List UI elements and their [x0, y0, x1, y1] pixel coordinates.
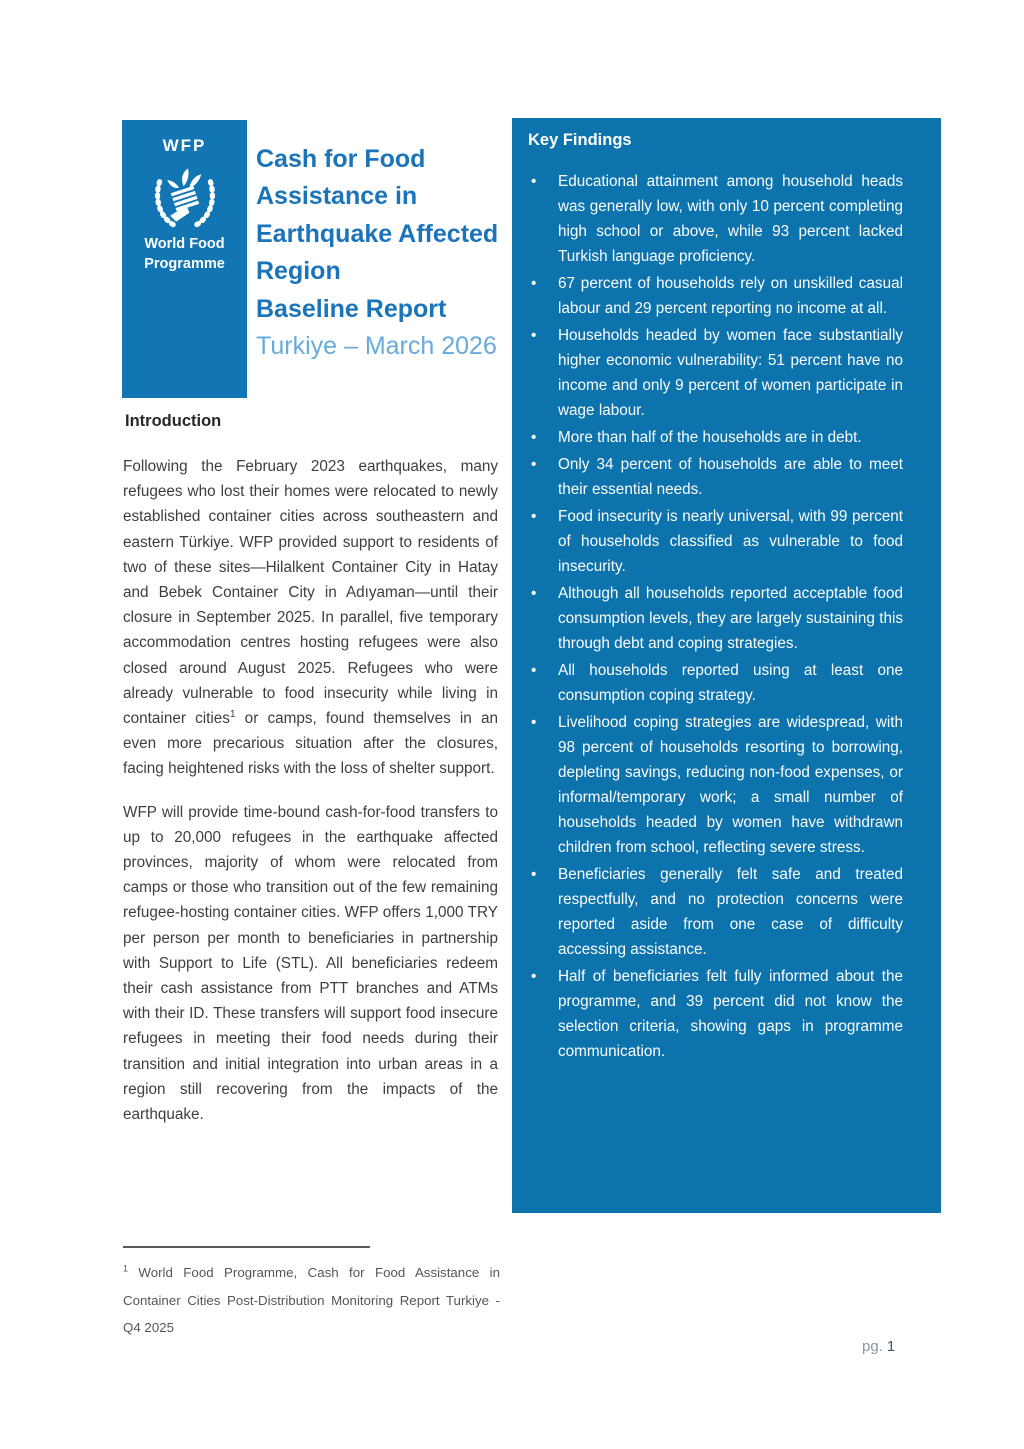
wfp-logo-box — [122, 120, 247, 398]
report-title-line: Earthquake Affected — [256, 219, 499, 248]
introduction-heading: Introduction — [125, 412, 222, 430]
key-finding-item: • 67 percent of households rely on unskilled casual labour and 29 percent reporting no income at all. — [528, 271, 903, 321]
key-finding-item: • More than half of the households are in debt. — [528, 425, 903, 450]
footnote-reference: 1 — [229, 708, 236, 720]
report-subtitle: Turkiye – March 2026 — [256, 332, 497, 361]
paragraph-text: Following the February 2023 earthquakes, many refugees who lost their homes were relocated to newly established container cities across southeastern and eastern Türkiye. WFP provided support to residents of two of these sites—Hilalkent Container City in Hatay and Bebek Container City in Adıyaman—until their closure in September 2025. In parallel, five temporary accommodation centres hosting refugees were also closed around August 2025. Refugees who were already vulnerable to food insecurity while living in container cities — [123, 458, 498, 728]
report-title-line: Assistance in — [256, 182, 418, 211]
report-title-block — [256, 141, 516, 365]
wfp-logo-org-name — [144, 234, 225, 274]
footnote-marker: 1 — [123, 1263, 129, 1274]
key-finding-item: • Beneficiaries generally felt safe and treated respectfully, and no protection concerns were reported aside from one case of difficulty accessing assistance. — [528, 862, 903, 962]
wfp-emblem-icon — [147, 158, 223, 232]
report-title-line: Baseline Report — [256, 294, 447, 323]
page-number-value: 1 — [886, 1338, 896, 1355]
wfp-logo-acronym: WFP — [162, 136, 207, 155]
footnote-block — [123, 1246, 500, 1342]
key-finding-item: • Although all households reported acceptable food consumption levels, they are largely sustaining this through debt and coping strategies. — [528, 581, 903, 656]
introduction-section — [123, 412, 498, 1145]
paragraph-text: or camps, found themselves in an even more precarious situation after the closures, facing heightened risks with the loss of shelter support. — [123, 710, 498, 778]
footnote-body: World Food Programme, Cash for Food Assistance in Container Cities Post-Distribution Monitoring Report Turkiye - Q4 2025 — [123, 1265, 500, 1335]
key-finding-item: • Livelihood coping strategies are widespread, with 98 percent of households resorting to borrowing, depleting savings, reducing non-food expenses, or informal/temporary work; a small number of households headed by women have withdrawn children from school, reflecting severe stress. — [528, 710, 903, 860]
key-findings-heading: Key Findings — [528, 131, 632, 149]
report-title-line: Cash for Food — [256, 145, 426, 173]
page-number-label: pg. — [862, 1338, 883, 1355]
key-finding-item: • Educational attainment among household heads was generally low, with only 10 percent completing high school or above, while 93 percent lacked Turkish language proficiency. — [528, 169, 903, 269]
wfp-logo-org-line2: Programme — [144, 256, 225, 272]
introduction-paragraph-2: WFP will provide time-bound cash-for-food transfers to up to 20,000 refugees in the earthquake affected provinces, majority of whom were relocated from camps or those who transition out of the few remaining refugee-hosting container cities. WFP offers 1,000 TRY per person per month to beneficiaries in partnership with Support to Life (STL). All beneficiaries redeem their cash assistance from PTT branches and ATMs with their ID. These transfers will support food insecure refugees in meeting their food needs during their transition and initial integration into urban areas in a region still recovering from the impacts of the earthquake. — [123, 803, 498, 1124]
footnote-text — [123, 1259, 500, 1342]
introduction-paragraph-1 — [123, 454, 498, 782]
report-title-line: Region — [256, 257, 341, 286]
key-findings-list — [528, 169, 903, 1064]
key-finding-item: • Only 34 percent of households are able to meet their essential needs. — [528, 452, 903, 502]
key-finding-item: • Food insecurity is nearly universal, with 99 percent of households classified as vulnerable to food insecurity. — [528, 504, 903, 579]
key-finding-item: • All households reported using at least one consumption coping strategy. — [528, 658, 903, 708]
page-number — [862, 1338, 895, 1355]
footnote-separator — [123, 1246, 370, 1248]
key-finding-item: • Households headed by women face substantially higher economic vulnerability: 51 percent have no income and only 9 percent of women participate in wage labour. — [528, 323, 903, 423]
wfp-logo-org-line1: World Food — [144, 236, 225, 252]
key-finding-item: • Half of beneficiaries felt fully informed about the programme, and 39 percent did not know the selection criteria, showing gaps in programme communication. — [528, 964, 903, 1064]
key-findings-panel — [512, 118, 941, 1213]
